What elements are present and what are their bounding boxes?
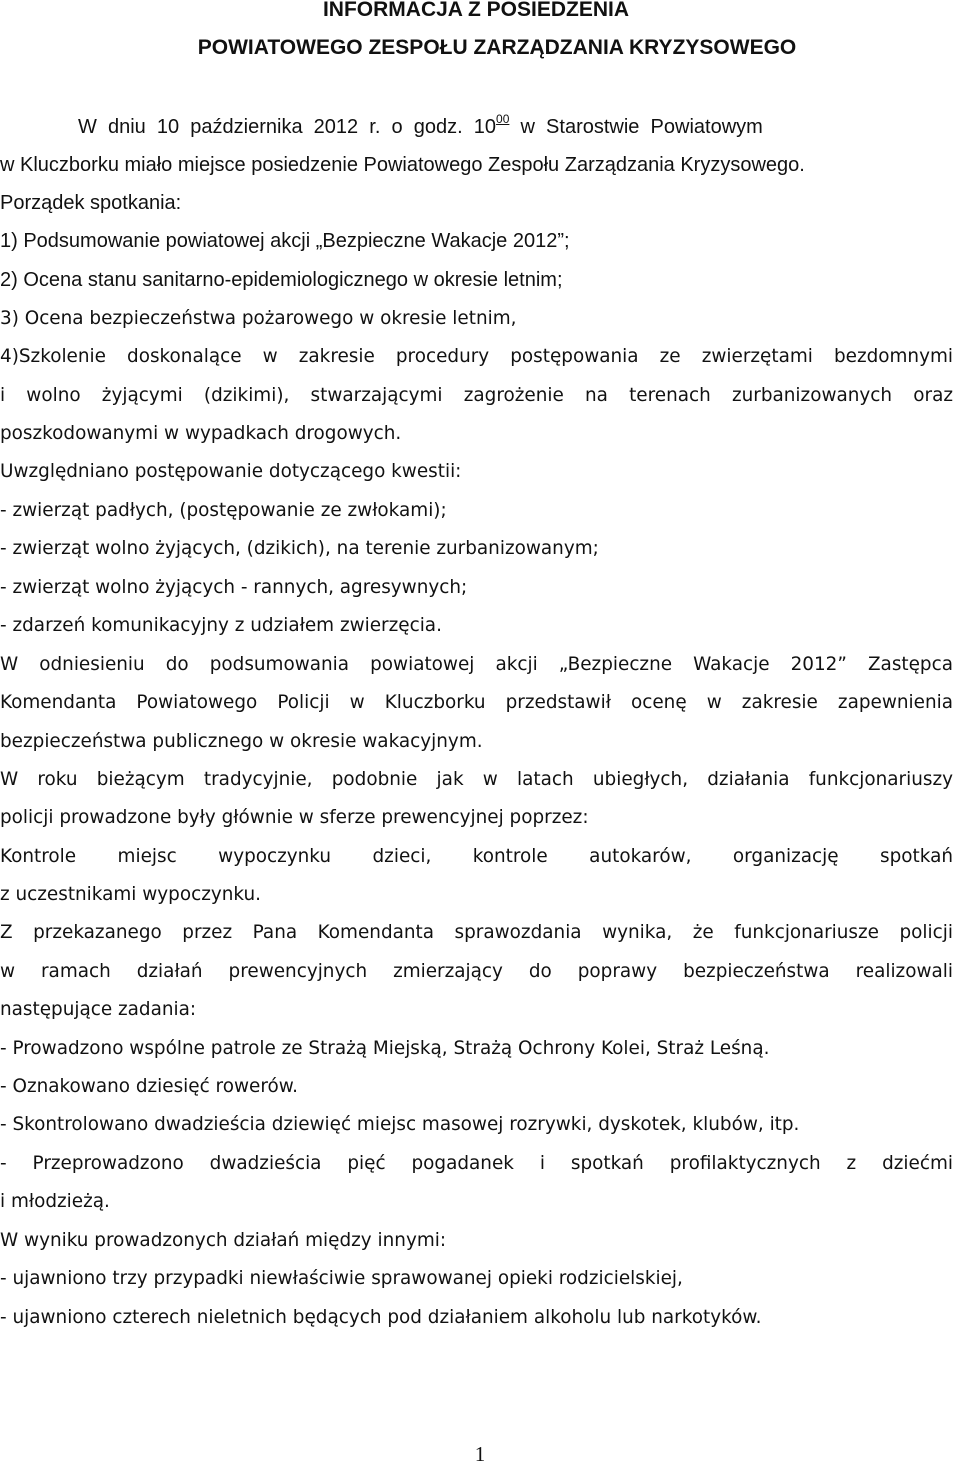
intro-location-text: w Starostwie Powiatowym	[509, 116, 763, 138]
task-item-4-continuation: i młodzieżą.	[0, 1191, 110, 1212]
current-year-line-4: z uczestnikami wypoczynku.	[0, 884, 261, 905]
task-item-1: - Prowadzono wspólne patrole ze Strażą Miejską, Strażą Ochrony Kolei, Straż Leśną.	[0, 1038, 770, 1059]
page-number: 1	[474, 1442, 486, 1466]
agenda-heading: Porządek spotkania:	[0, 192, 182, 214]
result-item-2: - ujawniono czterech nieletnich będących pod działaniem alkoholu lub narkotyków.	[0, 1307, 762, 1328]
intro-line-1	[78, 112, 958, 141]
intro-line-2: w Kluczborku miało miejsce posiedzenie Powiatowego Zespołu Zarządzania Kryzysowego.	[0, 154, 805, 176]
document-title-line-1: INFORMACJA Z POSIEDZENIA	[322, 0, 630, 21]
intro-time-superscript: 00	[496, 112, 510, 126]
document-title-line-2: POWIATOWEGO ZESPOŁU ZARZĄDZANIA KRYZYSOWEGO	[197, 36, 797, 59]
summary-line-1: W odniesieniu do podsumowania powiatowej akcji „Bezpieczne Wakacje 2012” Zastępca	[0, 654, 953, 675]
task-item-4: - Przeprowadzono dwadzieścia pięć pogadanek i spotkań profilaktycznych z dziećmi	[0, 1153, 953, 1174]
summary-line-3: bezpieczeństwa publicznego w okresie wakacyjnym.	[0, 731, 483, 752]
task-item-3: - Skontrolowano dwadzieścia dziewięć miejsc masowej rozrywki, dyskotek, klubów, itp.	[0, 1114, 800, 1135]
agenda-item-1: 1) Podsumowanie powiatowej akcji „Bezpieczne Wakacje 2012”;	[0, 230, 570, 252]
report-line-2: w ramach działań prewencyjnych zmierzający do poprawy bezpieczeństwa realizowali	[0, 961, 953, 982]
report-line-1: Z przekazanego przez Pana Komendanta sprawozdania wynika, że funkcjonariusze policji	[0, 922, 953, 943]
results-heading: W wyniku prowadzonych działań między innymi:	[0, 1230, 447, 1251]
agenda-item-4-line-1: 4)Szkolenie doskonalące w zakresie procedury postępowania ze zwierzętami bezdomnymi	[0, 346, 953, 367]
considered-item-3: - zwierząt wolno żyjących - rannych, agresywnych;	[0, 577, 468, 598]
considered-item-2: - zwierząt wolno żyjących, (dzikich), na terenie zurbanizowanym;	[0, 538, 599, 559]
considered-item-1: - zwierząt padłych, (postępowanie ze zwłokami);	[0, 500, 447, 521]
intro-date-text: W dniu 10 października 2012 r. o godz. 10	[78, 116, 497, 138]
agenda-item-2: 2) Ocena stanu sanitarno-epidemiologicznego w okresie letnim;	[0, 269, 563, 291]
current-year-line-1: W roku bieżącym tradycyjnie, podobnie jak w latach ubiegłych, działania funkcjonariuszy	[0, 769, 953, 790]
agenda-item-4-line-2: i wolno żyjącymi (dzikimi), stwarzającymi zagrożenie na terenach zurbanizowanych oraz	[0, 385, 953, 406]
report-line-3: następujące zadania:	[0, 999, 197, 1020]
result-item-1: - ujawniono trzy przypadki niewłaściwie sprawowanej opieki rodzicielskiej,	[0, 1268, 683, 1289]
agenda-item-4-line-3: poszkodowanymi w wypadkach drogowych.	[0, 423, 402, 444]
current-year-line-3: Kontrole miejsc wypoczynku dzieci, kontrole autokarów, organizację spotkań	[0, 846, 953, 867]
summary-line-2: Komendanta Powiatowego Policji w Kluczborku przedstawił ocenę w zakresie zapewnienia	[0, 692, 953, 713]
agenda-item-3: 3) Ocena bezpieczeństwa pożarowego w okresie letnim,	[0, 308, 517, 329]
considered-item-4: - zdarzeń komunikacyjny z udziałem zwierzęcia.	[0, 615, 442, 636]
task-item-2: - Oznakowano dziesięć rowerów.	[0, 1076, 298, 1097]
current-year-line-2: policji prowadzone były głównie w sferze prewencyjnej poprzez:	[0, 807, 589, 828]
considered-heading: Uwzględniano postępowanie dotyczącego kwestii:	[0, 461, 462, 482]
